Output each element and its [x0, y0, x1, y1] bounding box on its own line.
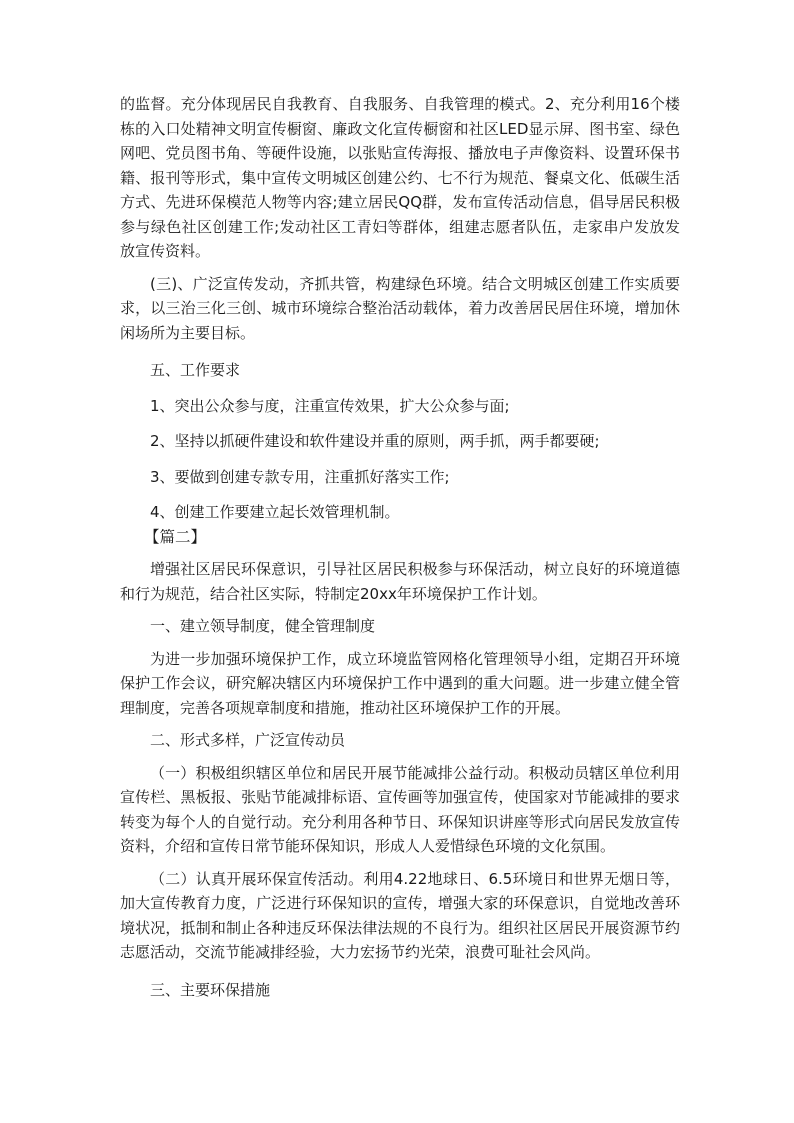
paragraph-intro-plan: 增强社区居民环保意识，引导社区居民积极参与环保活动，树立良好的环境道德和行为规范，结合社区实际，特制定20xx年环境保护工作计划。	[120, 560, 680, 603]
heading-leadership-system: 一、建立领导制度，健全管理制度	[150, 617, 376, 635]
paragraph-green-environment: (三)、广泛宣传发动，齐抓共管，构建绿色环境。结合文明城区创建工作实质要求，以三治三化三创、城市环境综合整治活动载体，着力改善居民居住环境，增加休闲场所为主要目标。	[120, 274, 680, 342]
paragraph-leadership-system: 为进一步加强环境保护工作，成立环境监管网格化管理领导小组，定期召开环境保护工作会议，研究解决辖区内环境保护工作中遇到的重大问题。进一步建立健全管理制度，完善各项规章制度和措施，推动社区环境保护工作的开展。	[120, 649, 680, 717]
document-page	[120, 92, 680, 1002]
paragraph-publicity-measures: 的监督。充分体现居民自我教育、自我服务、自我管理的模式。2、充分利用16个楼栋的入口处精神文明宣传橱窗、廉政文化宣传橱窗和社区LED显示屏、图书室、绿色网吧、党员图书角、等硬件设施，以张贴宣传海报、播放电子声像资料、设置环保书籍、报刊等形式，集中宣传文明城区创建公约、七不行为规范、餐桌文化、低碳生活方式、先进环保模范人物等内容;建立居民QQ群，发布宣传活动信息，倡导居民积极参与绿色社区创建工作;发动社区工青妇等群体，组建志愿者队伍，走家串户发放发放宣传资料。	[120, 95, 680, 260]
requirement-item-1: 1、突出公众参与度，注重宣传效果，扩大公众参与面;	[150, 396, 510, 415]
requirement-item-2: 2、坚持以抓硬件建设和软件建设并重的原则，两手抓，两手都要硬;	[150, 432, 600, 450]
requirement-item-3: 3、要做到创建专款专用，注重抓好落实工作;	[150, 467, 450, 486]
paragraph-environmental-campaign: （二）认真开展环保宣传活动。利用4.22地球日、6.5环境日和世界无烟日等，加大宣传教育力度，广泛进行环保知识的宣传，增强大家的环保意识，自觉地改善环境状况，抵制和制止各种违反环保法律法规的不良行为。组织社区居民开展资源节约志愿活动，交流节能减排经验，大力宏扬节约光荣，浪费可耻社会风尚。	[120, 869, 680, 961]
heading-work-requirements: 五、工作要求	[150, 361, 241, 379]
requirement-item-4: 4、创建工作要建立起长效管理机制。	[150, 503, 400, 521]
paragraph-energy-saving-action: （一）积极组织辖区单位和居民开展节能减排公益行动。积极动员辖区单位利用宣传栏、黑板报、张贴节能减排标语、宣传画等加强宣传，使国家对节能减排的要求转变为每个人的自觉行动。充分利用各种节日、环保知识讲座等形式向居民发放宣传资料，介绍和宣传日常节能环保知识，形成人人爱惜绿色环境的文化氛围。	[120, 763, 680, 855]
heading-publicity-mobilization: 二、形式多样，广泛宣传动员	[150, 731, 346, 749]
section-label-part-two: 【篇二】	[144, 527, 207, 546]
heading-main-measures: 三、主要环保措施	[150, 980, 271, 999]
